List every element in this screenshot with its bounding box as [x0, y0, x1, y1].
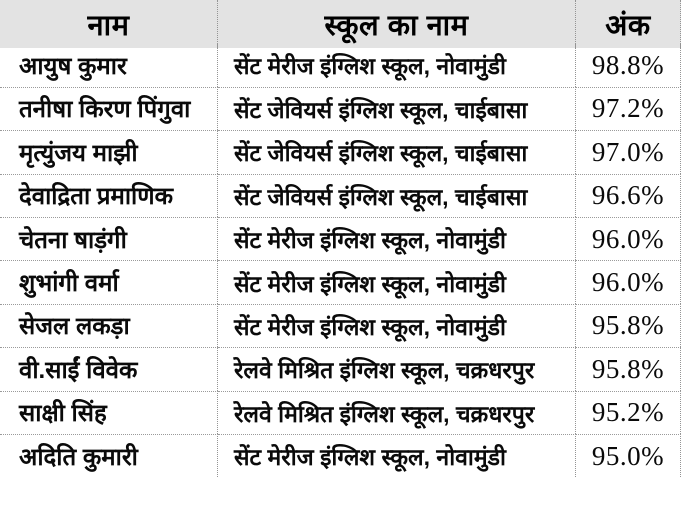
table-row-2-name-cell: तनीषा किरण पिंगुवा: [0, 87, 218, 130]
table-row-4-name-cell: देवाद्रिता प्रमाणिक: [0, 174, 218, 217]
column-header-school: स्कूल का नाम: [218, 0, 576, 48]
table-row-5-school-cell: सेंट मेरीज इंग्लिश स्कूल, नोवामुंडी: [218, 217, 576, 260]
table-row-10-school-cell: सेंट मेरीज इंग्लिश स्कूल, नोवामुंडी: [218, 434, 576, 477]
table-row-8-score-cell: 95.8%: [576, 347, 681, 390]
table-row-5-name-cell: चेतना षाड़ंगी: [0, 217, 218, 260]
table-row-6-score-cell: 96.0%: [576, 260, 681, 303]
table-row-9-school-cell: रेलवे मिश्रित इंग्लिश स्कूल, चक्रधरपुर: [218, 391, 576, 434]
table-row-4-score-cell: 96.6%: [576, 174, 681, 217]
table-row-10-score-cell: 95.0%: [576, 434, 681, 477]
table-row-1-school-cell: सेंट मेरीज इंग्लिश स्कूल, नोवामुंडी: [218, 43, 576, 86]
table-row-7-score-cell: 95.8%: [576, 304, 681, 347]
table-row-7-name-cell: सेजल लकड़ा: [0, 304, 218, 347]
table-row-6-name-cell: शुभांगी वर्मा: [0, 260, 218, 303]
table-row-2-school-cell: सेंट जेवियर्स इंग्लिश स्कूल, चाईबासा: [218, 87, 576, 130]
table-row-10-name-cell: अदिति कुमारी: [0, 434, 218, 477]
table-row-3-name-cell: मृत्युंजय माझी: [0, 130, 218, 173]
table-row-2-score-cell: 97.2%: [576, 87, 681, 130]
table-row-9-name-cell: साक्षी सिंह: [0, 391, 218, 434]
table-row-7-school-cell: सेंट मेरीज इंग्लिश स्कूल, नोवामुंडी: [218, 304, 576, 347]
table-row-8-name-cell: वी.साईं विवेक: [0, 347, 218, 390]
table-row-1-score-cell: 98.8%: [576, 43, 681, 86]
table-row-3-score-cell: 97.0%: [576, 130, 681, 173]
column-header-name: नाम: [0, 0, 218, 48]
table-row-8-school-cell: रेलवे मिश्रित इंग्लिश स्कूल, चक्रधरपुर: [218, 347, 576, 390]
column-header-score: अंक: [576, 0, 681, 48]
table-row-3-school-cell: सेंट जेवियर्स इंग्लिश स्कूल, चाईबासा: [218, 130, 576, 173]
table-row-9-score-cell: 95.2%: [576, 391, 681, 434]
table-row-1-name-cell: आयुष कुमार: [0, 43, 218, 86]
table-row-6-school-cell: सेंट मेरीज इंग्लिश स्कूल, नोवामुंडी: [218, 260, 576, 303]
table-row-5-score-cell: 96.0%: [576, 217, 681, 260]
table-row-4-school-cell: सेंट जेवियर्स इंग्लिश स्कूल, चाईबासा: [218, 174, 576, 217]
